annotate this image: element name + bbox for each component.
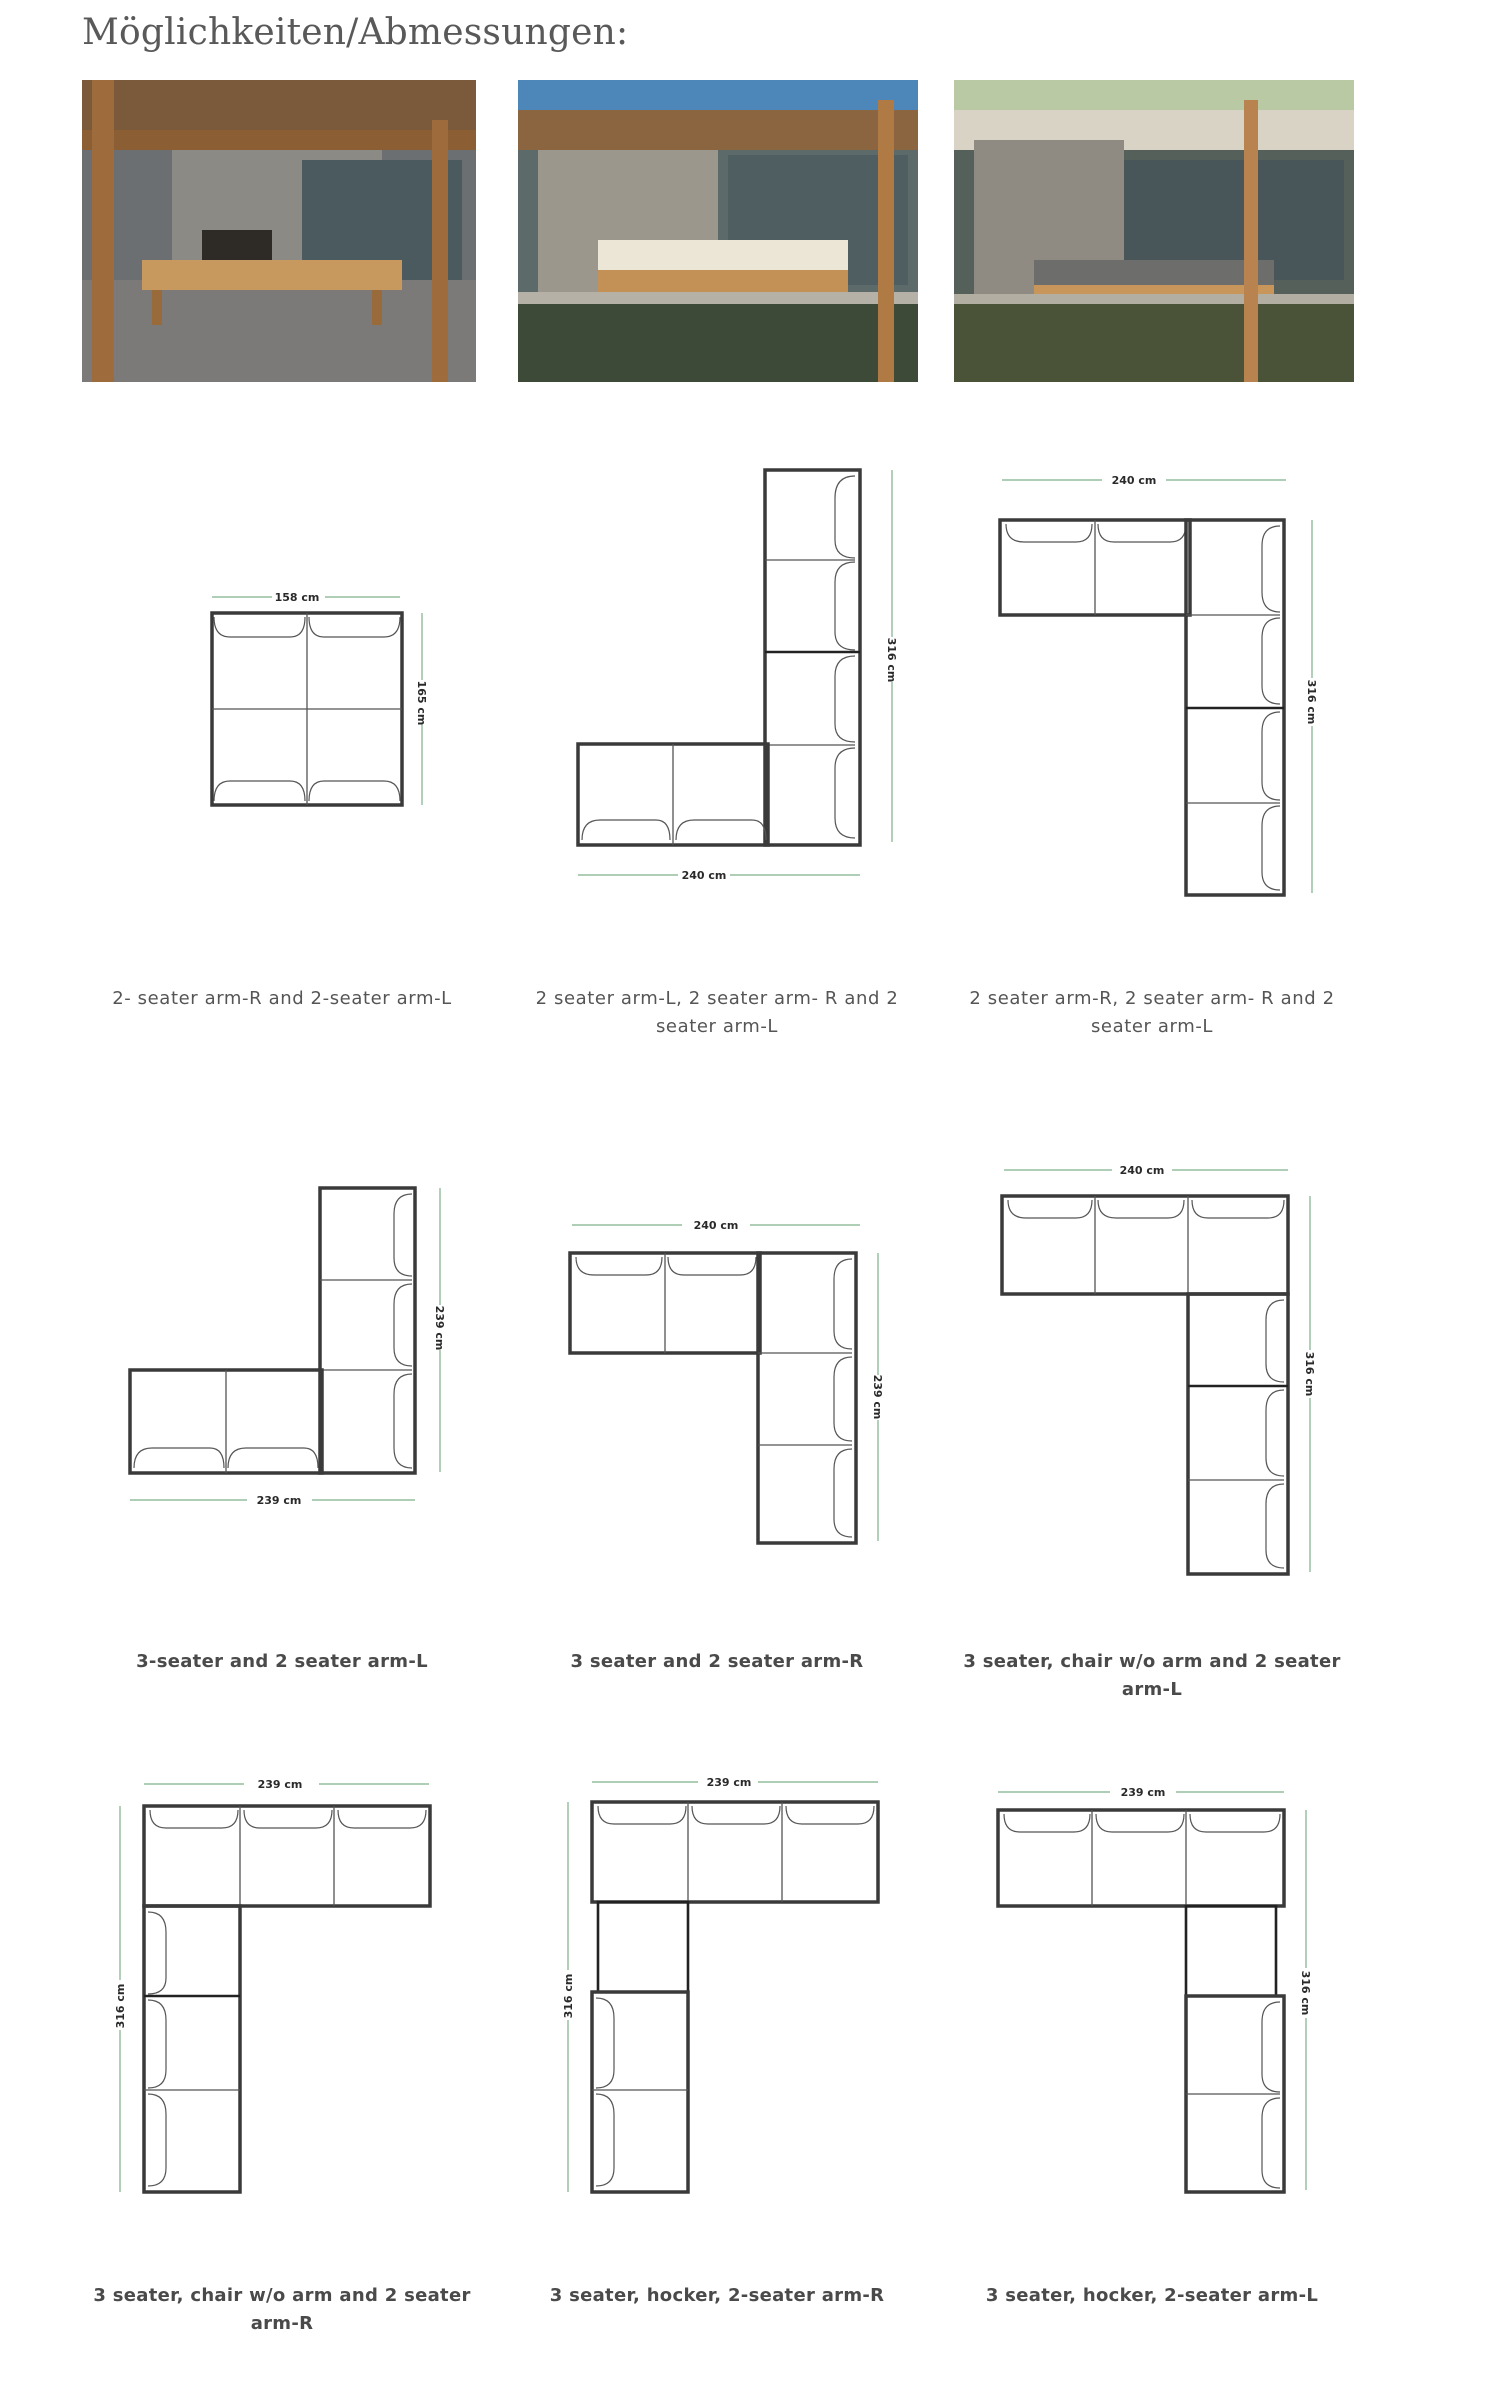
layout-diagram-8	[548, 1770, 888, 2200]
product-photo-1	[82, 80, 476, 382]
layout-diagram-1	[200, 585, 440, 825]
dimension-label: 316 cm	[885, 637, 898, 683]
dimension-label: 240 cm	[693, 1219, 739, 1232]
layout-caption-1: 2- seater arm-R and 2-seater arm-L	[112, 988, 452, 1009]
dimension-label: 316 cm	[1303, 1351, 1316, 1397]
dimension-label: 316 cm	[114, 1983, 127, 2029]
layout-caption-3: 2 seater arm-R, 2 seater arm- R and 2 seater arm-L	[969, 988, 1335, 1037]
layout-caption-6: 3 seater, chair w/o arm and 2 seater arm-L	[963, 1651, 1341, 1700]
layout-diagram-6	[992, 1150, 1352, 1580]
layout-diagram-2	[570, 462, 930, 902]
dimension-label: 165 cm	[415, 680, 428, 726]
dimension-label: 240 cm	[1111, 474, 1157, 487]
dimension-label: 239 cm	[871, 1374, 884, 1420]
layout-caption-2: 2 seater arm-L, 2 seater arm- R and 2 seater arm-L	[535, 988, 899, 1037]
layout-diagram-7	[104, 1770, 444, 2200]
product-photo-2	[518, 80, 918, 382]
product-photo-3	[954, 80, 1354, 382]
layout-diagram-5	[560, 1205, 900, 1545]
dimension-label: 239 cm	[706, 1776, 752, 1789]
dimension-label: 239 cm	[256, 1494, 302, 1507]
dimension-label: 240 cm	[681, 869, 727, 882]
dimension-label: 239 cm	[257, 1778, 303, 1791]
dimension-label: 316 cm	[1299, 1970, 1312, 2016]
layout-caption-7: 3 seater, chair w/o arm and 2 seater arm-R	[93, 2285, 471, 2334]
layout-caption-8: 3 seater, hocker, 2-seater arm-R	[549, 2285, 885, 2306]
dimension-label: 239 cm	[433, 1305, 446, 1351]
layout-diagram-3	[990, 468, 1350, 908]
dimension-label: 239 cm	[1120, 1786, 1166, 1799]
layout-caption-4: 3-seater and 2 seater arm-L	[136, 1651, 428, 1672]
layout-diagram-4	[122, 1180, 452, 1520]
layout-caption-5: 3 seater and 2 seater arm-R	[570, 1651, 864, 1672]
layout-diagram-9	[990, 1778, 1330, 2208]
dimension-label: 316 cm	[562, 1973, 575, 2019]
dimension-label: 158 cm	[274, 591, 320, 604]
page-title: Möglichkeiten/Abmessungen:	[82, 12, 629, 53]
layout-caption-9: 3 seater, hocker, 2-seater arm-L	[985, 2285, 1319, 2306]
dimension-label: 316 cm	[1305, 679, 1318, 725]
dimension-label: 240 cm	[1119, 1164, 1165, 1177]
